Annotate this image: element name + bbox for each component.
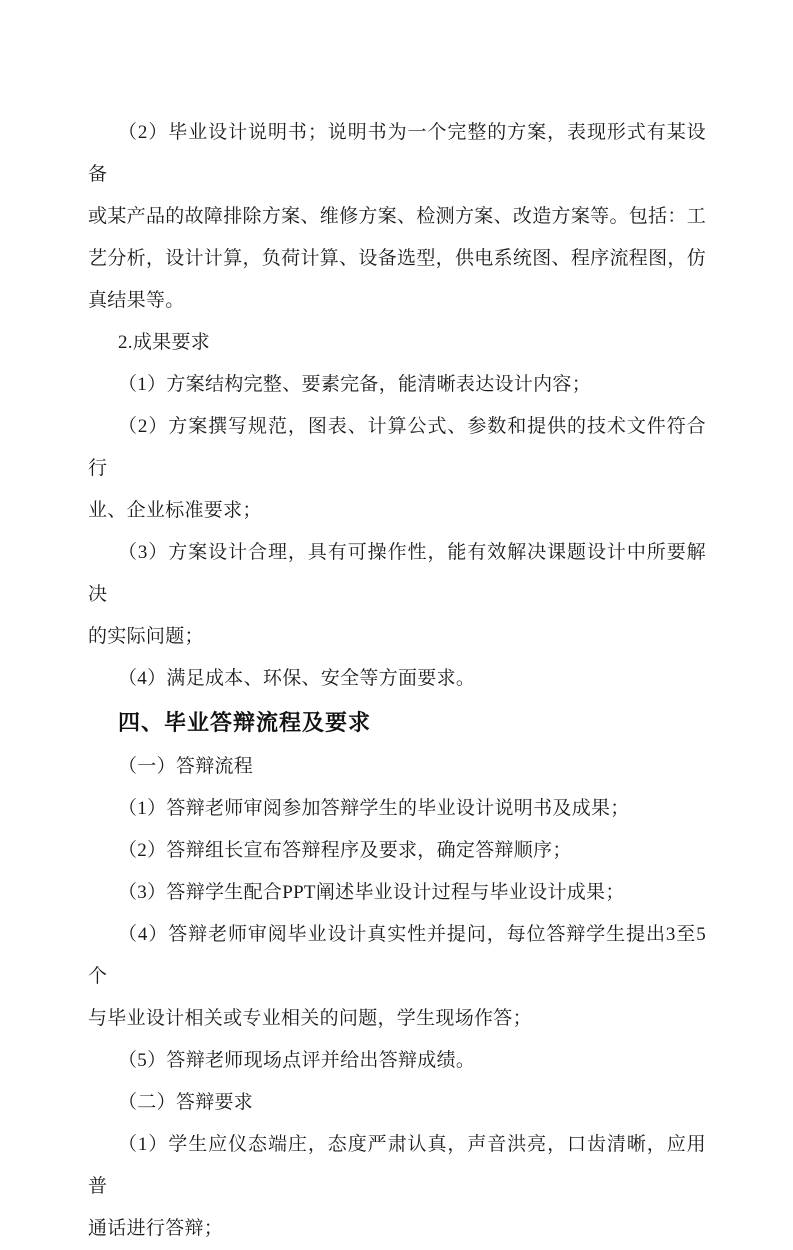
text-line: （5）答辩老师现场点评并给出答辩成绩。	[118, 1050, 476, 1071]
text-line: 真结果等。	[88, 290, 185, 311]
text-line: 与毕业设计相关或专业相关的问题，学生现场作答；	[88, 1008, 532, 1029]
text-line: （1）答辩老师审阅参加答辩学生的毕业设计说明书及成果；	[118, 798, 630, 819]
text-line: 业、企业标准要求；	[88, 500, 262, 521]
text-line: 艺分析，设计计算，负荷计算、设备选型，供电系统图、程序流程图，仿	[88, 248, 706, 269]
text-line: （二）答辩要求	[118, 1092, 254, 1113]
text-line: （2）毕业设计说明书；说明书为一个完整的方案，表现形式有某设备	[88, 122, 706, 185]
text-line: （3）方案设计合理，具有可操作性，能有效解决课题设计中所要解决	[88, 542, 706, 605]
text-line: （4）答辩老师审阅毕业设计真实性并提问，每位答辩学生提出3至5个	[88, 924, 706, 987]
text-line: （2）答辩组长宣布答辩程序及要求，确定答辩顺序；	[118, 840, 572, 861]
document-body	[88, 112, 706, 1250]
text-line: （1）学生应仪态端庄，态度严肃认真，声音洪亮，口齿清晰，应用普	[88, 1134, 706, 1197]
text-line: （2）方案撰写规范，图表、计算公式、参数和提供的技术文件符合行	[88, 416, 706, 479]
text-line: 2.成果要求	[118, 332, 211, 353]
text-line: （1）方案结构完整、要素完备，能清晰表达设计内容；	[118, 374, 592, 395]
text-line: 的实际问题；	[88, 626, 204, 647]
section-heading: 四、毕业答辩流程及要求	[118, 710, 372, 735]
text-line: 通话进行答辩；	[88, 1218, 224, 1239]
text-line: （4）满足成本、环保、安全等方面要求。	[118, 668, 476, 689]
text-line: （3）答辩学生配合PPT阐述毕业设计过程与毕业设计成果；	[118, 882, 625, 903]
text-line: （一）答辩流程	[118, 756, 254, 777]
text-line: 或某产品的故障排除方案、维修方案、检测方案、改造方案等。包括：工	[88, 206, 706, 227]
